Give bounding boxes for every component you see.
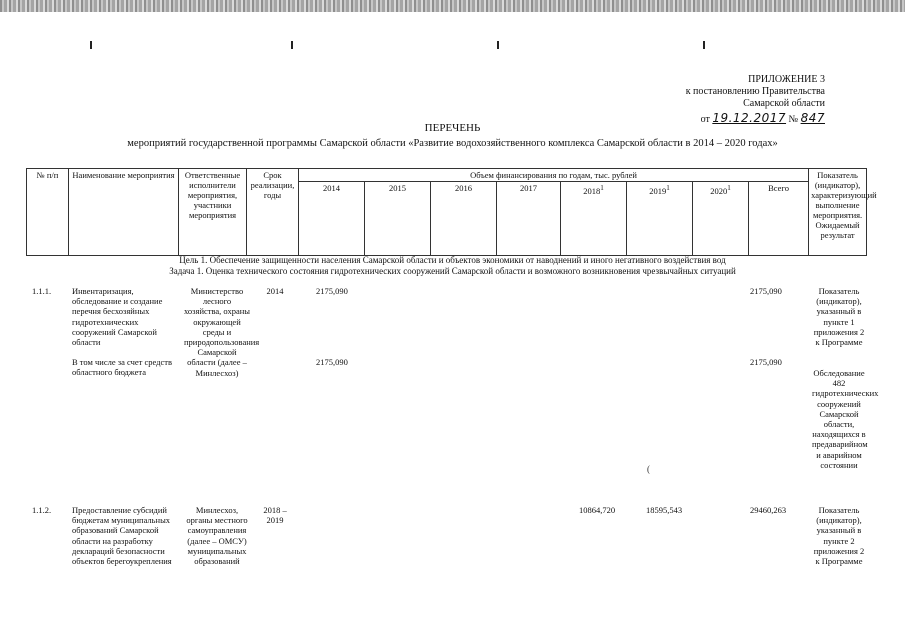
- funding-table-header: [26, 168, 877, 256]
- row-responsible: Министерство лесного хозяйства, охраны окружающей среды и природопользования Самарской области (далее – Минлесхоз): [184, 286, 260, 378]
- goal-block: [0, 255, 905, 277]
- row-total: 2175,090: [750, 286, 782, 296]
- document-subtitle: мероприятий государственной программы Самарской области «Развитие водохозяйственного комплекса Самарской области в 2014 – 2020 годах»: [127, 138, 778, 149]
- header-year: 2014: [299, 182, 365, 256]
- row-total: 29460,263: [750, 505, 787, 515]
- header-year: 2018$^1$: [561, 182, 627, 256]
- row-responsible: Минлесхоз, органы местного самоуправления (далее – ОМСУ) муниципальных образований: [186, 505, 248, 567]
- header-indicator: Показатель (индикатор), характеризующий выполнение мероприятия. Ожидаемый результат: [809, 169, 867, 256]
- punch-mark: [497, 41, 499, 49]
- header-funding: Объем финансирования по годам, тыс. рублей: [299, 169, 809, 182]
- appendix-title: ПРИЛОЖЕНИЕ 3: [748, 74, 825, 85]
- appendix-block: [686, 74, 825, 126]
- header-year: 2015: [365, 182, 431, 256]
- row-subvalue-2014: 2175,090: [316, 357, 348, 367]
- row-indicator: Показатель (индикатор), указанный в пункте 1 приложения 2 к Программе: [813, 286, 865, 348]
- header-name: Наименование мероприятия: [69, 169, 179, 256]
- punch-mark: [703, 41, 705, 49]
- row-subname: В том числе за счет средств областного бюджета: [72, 357, 172, 378]
- row-subtotal: 2175,090: [750, 357, 782, 367]
- punch-mark: [90, 41, 92, 49]
- appendix-region: Самарской области: [743, 98, 825, 109]
- row-result: Обследование 482 гидротехнических сооружений Самарской области, находящихся в предаварийном и аварийном состоянии: [812, 368, 879, 470]
- task-line: Задача 1. Оценка технического состояния гидротехнических сооружений Самарской области и возможного возникновения чрезвычайных ситуаций: [169, 266, 736, 276]
- header-period: Срок реализации, годы: [247, 169, 299, 256]
- row-indicator: Показатель (индикатор), указанный в пункте 2 приложения 2 к Программе: [813, 505, 865, 567]
- handwritten-number: 847: [800, 111, 825, 125]
- header-year: 2017: [497, 182, 561, 256]
- table-row: [26, 286, 879, 496]
- row-value-2019: 18595,543: [646, 505, 683, 515]
- row-name: Предоставление субсидий бюджетам муниципальных образований Самарской области на разработку деклараций безопасности объектов берегоукрепления: [72, 505, 172, 567]
- document-title: ПЕРЕЧЕНЬ: [424, 122, 481, 134]
- row-number: 1.1.1.: [32, 286, 52, 296]
- date-prefix: от: [700, 114, 710, 125]
- header-year: 2016: [431, 182, 497, 256]
- punch-mark: [291, 41, 293, 49]
- row-value-2014: 2175,090: [316, 286, 348, 296]
- row-period: 2018 – 2019: [263, 505, 287, 526]
- header-year: 2020$^1$: [693, 182, 749, 256]
- header-responsible: Ответственные исполнители мероприятия, участники мероприятия: [179, 169, 247, 256]
- scan-noise-strip: [0, 0, 905, 12]
- row-number: 1.1.2.: [32, 505, 52, 515]
- row-value-2018: 10864,720: [579, 505, 616, 515]
- table-row: [26, 505, 866, 605]
- handwritten-date: 19.12.2017: [712, 111, 787, 125]
- row-name: Инвентаризация, обследование и создание перечня бесхозяйных гидротехнических сооружений Самарской области: [72, 286, 163, 348]
- goal-line: Цель 1. Обеспечение защищенности населения Самарской области и объектов экономики от наводнений и иного негативного воздействия вод: [179, 255, 726, 265]
- header-num: № п/п: [27, 169, 69, 256]
- header-total: Всего: [749, 182, 809, 256]
- header-year: 2019$^1$: [627, 182, 693, 256]
- number-prefix: №: [788, 114, 799, 125]
- stray-mark: (: [647, 464, 650, 474]
- appendix-resolution: к постановлению Правительства: [685, 86, 825, 97]
- row-period: 2014: [266, 286, 284, 296]
